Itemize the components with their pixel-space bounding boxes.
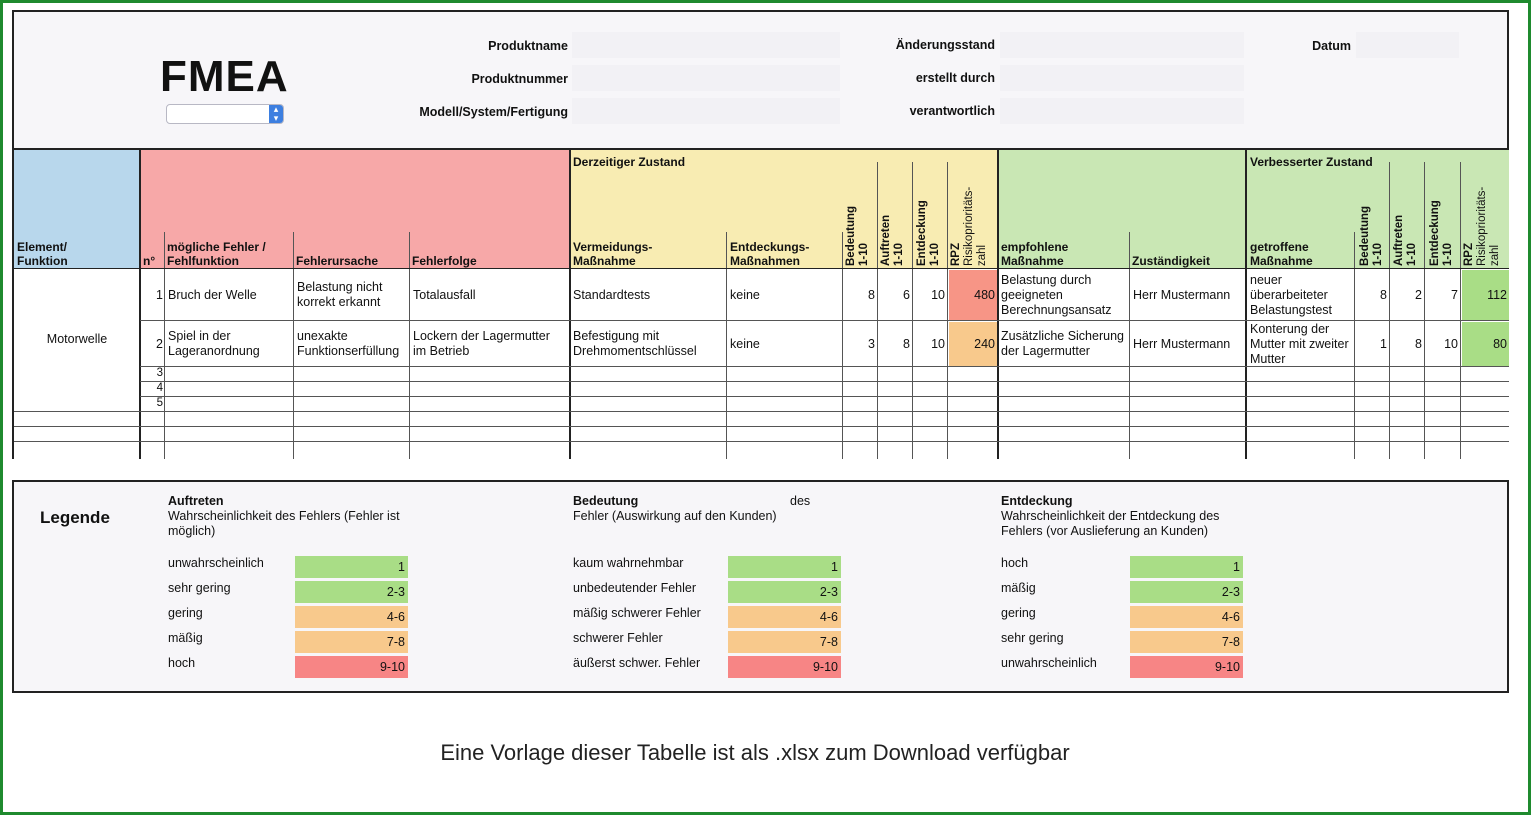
divider-element [139,148,141,459]
col-zustaendig: Zuständigkeit [1132,254,1211,268]
legend-auftreten-desc: Wahrscheinlichkeit des Fehlers (Fehler ist möglich) [168,509,400,538]
element-value: Motorwelle [46,332,108,346]
legend-entdeckung-label-2: mäßig [1001,581,1036,595]
legend-auftreten-label-1: unwahrscheinlich [168,556,264,570]
legend-bedeutung-value-3: 4-6 [728,606,841,628]
produktnummer-field[interactable] [572,65,840,91]
divider-current [569,148,571,459]
row4-n: 4 [156,382,163,394]
row2-rpz2: 80 [1493,337,1507,351]
label-modell: Modell/System/Fertigung [419,105,568,119]
row2-a2: 8 [1415,337,1422,351]
col-auftreten-2: Auftreten 1-10 [1393,214,1418,266]
modell-field[interactable] [572,98,840,124]
col-bedeutung-2: Bedeutung 1-10 [1359,205,1384,266]
legend-bedeutung-value-2: 2-3 [728,581,841,603]
row1-folge: Totalausfall [413,288,476,302]
group-improved: Verbesserter Zustand [1250,155,1373,169]
grid-col-6 [912,162,913,459]
row1-rpz: 480 [974,288,995,302]
legend-entdeckung-value-2: 2-3 [1130,581,1243,603]
col-ursache: Fehlerursache [296,254,379,268]
legend-title: Legende [40,508,110,527]
grid-col-9 [1354,232,1355,459]
legend-auftreten-label-4: mäßig [168,631,203,645]
legend-bedeutung-value-4: 7-8 [728,631,841,653]
aenderungsstand-field[interactable] [1000,32,1244,58]
row2-rpz: 240 [974,337,995,351]
legend-entdeckung-value-4: 7-8 [1130,631,1243,653]
label-datum: Datum [1312,39,1351,53]
legend-entdeckung-value-1: 1 [1130,556,1243,578]
legend-entdeckung-value-5: 9-10 [1130,656,1243,678]
grid-row-3 [140,396,1509,397]
row2-b2: 1 [1380,337,1387,351]
legend-bedeutung-label-5: äußerst schwer. Fehler [573,656,701,670]
legend-entdeckung-desc: Wahrscheinlichkeit der Entdeckung des Fehlers (vor Auslieferung an Kunden) [1001,509,1220,538]
legend-auftreten-label-3: gering [168,606,203,620]
row2-getroffen: Konterung der Mutter mit zweiter Mutter [1250,322,1349,366]
legend-auftreten-value-5: 9-10 [295,656,408,678]
legend-bedeutung-heading: Bedeutung [573,494,639,508]
row2-empfohlen: Zusätzliche Sicherung der Lagermutter [1001,329,1124,358]
row2-ursache: unexakte Funktionserfüllung [297,329,400,358]
fmea-dropdown[interactable] [166,104,284,124]
row1-entdeckung-m: keine [730,288,760,302]
col-bedeutung: Bedeutung 1-10 [845,205,870,266]
grid-row-2 [140,381,1509,382]
header-divider [14,148,1509,150]
row1-b: 8 [868,288,875,302]
label-produktnummer: Produktnummer [471,72,568,86]
legend-auftreten-label-2: sehr gering [168,581,231,595]
row1-ursache: Belastung nicht korrekt erkannt [297,280,383,309]
grid-row-full-2 [14,441,1509,442]
row1-e: 10 [931,288,945,302]
col-nr: n° [143,254,156,268]
row1-zustaendig: Herr Mustermann [1133,288,1231,302]
row1-a: 6 [903,288,910,302]
legend-panel [12,480,1509,693]
legend-bedeutung-label-4: schwerer Fehler [573,631,663,645]
legend-auftreten-value-2: 2-3 [295,581,408,603]
grid-col-8 [1129,232,1130,459]
legend-entdeckung-value-3: 4-6 [1130,606,1243,628]
col-entdeckung-massnahmen: Entdeckungs- Maßnahmen [730,240,810,268]
fmea-sheet [12,10,1509,459]
row2-folge: Lockern der Lagermutter im Betrieb [413,329,550,358]
row1-b2: 8 [1380,288,1387,302]
legend-bedeutung-value-5: 9-10 [728,656,841,678]
label-produktname: Produktname [488,39,568,53]
grid-col-7 [947,162,948,459]
row2-fehler: Spiel in der Lageranordnung [168,329,260,358]
legend-entdeckung-label-4: sehr gering [1001,631,1064,645]
divider-improved [1245,148,1247,459]
grid-col-5 [877,162,878,459]
erstellt-field[interactable] [1000,65,1244,91]
legend-bedeutung-label-1: kaum wahrnehmbar [573,556,684,570]
legend-bedeutung-value-1: 1 [728,556,841,578]
label-verantwortlich: verantwortlich [909,104,995,118]
row2-a: 8 [903,337,910,351]
produktname-field[interactable] [572,32,840,58]
verantwortlich-field[interactable] [1000,98,1244,124]
row1-empfohlen: Belastung durch geeigneten Berechnungsansatz [1001,273,1112,317]
row2-zustaendig: Herr Mustermann [1133,337,1231,351]
row3-n: 3 [156,367,163,379]
legend-entdeckung-label-5: unwahrscheinlich [1001,656,1097,670]
group-current: Derzeitiger Zustand [573,155,686,169]
legend-auftreten-value-3: 4-6 [295,606,408,628]
row2-e2: 10 [1444,337,1458,351]
legend-bedeutung-label-2: unbedeutender Fehler [573,581,697,595]
datum-field[interactable] [1356,32,1459,58]
col-element: Element/ Funktion [17,240,68,268]
row2-b: 3 [868,337,875,351]
row2-n: 2 [156,337,163,351]
col-folge: Fehlerfolge [412,254,477,268]
col-auftreten: Auftreten 1-10 [880,214,905,266]
row1-e2: 7 [1451,288,1458,302]
legend-auftreten-heading: Auftreten [168,494,224,508]
chevron-up-down-icon: ▴ ▾ [269,105,283,123]
col-entdeckung-2: Entdeckung 1-10 [1429,200,1454,266]
col-vermeidung: Vermeidungs- Maßnahme [573,240,653,268]
divider-recommend [997,148,999,459]
grid-col-1 [293,232,294,459]
grid-col-10 [1389,162,1390,459]
legend-entdeckung-label-1: hoch [1001,556,1029,570]
col-fehler: mögliche Fehler / Fehlfunktion [167,240,266,268]
grid-col-12 [1460,162,1461,459]
row2-e: 10 [931,337,945,351]
legend-entdeckung-heading: Entdeckung [1001,494,1073,508]
grid-col-2 [409,232,410,459]
legend-auftreten-label-5: hoch [168,656,196,670]
row1-fehler: Bruch der Welle [168,288,257,302]
grid-row-full-0 [14,411,1509,412]
col-rpz-2: RPZ Risikoprioritäts- zahl [1463,186,1501,266]
grid-row-head [14,268,1509,269]
row1-getroffen: neuer überarbeiteter Belastungstest [1250,273,1332,317]
row5-n: 5 [156,397,163,409]
grid-col-0 [164,232,165,459]
legend-bedeutung-suffix: des [790,494,811,508]
row2-entdeckung-m: keine [730,337,760,351]
legend-auftreten-value-4: 7-8 [295,631,408,653]
legend-auftreten-value-1: 1 [295,556,408,578]
page-title: FMEA [160,52,289,101]
label-erstellt: erstellt durch [915,71,995,85]
row1-a2: 2 [1415,288,1422,302]
grid-col-11 [1424,162,1425,459]
grid-row-0 [140,320,1509,321]
row1-n: 1 [156,288,163,302]
grid-row-full-1 [14,426,1509,427]
col-getroffen: getroffene Maßnahme [1250,240,1313,268]
col-entdeckung: Entdeckung 1-10 [916,200,941,266]
label-aenderungsstand: Änderungsstand [895,38,995,52]
grid-col-4 [842,232,843,459]
legend-entdeckung-label-3: gering [1001,606,1036,620]
grid-col-3 [726,232,727,459]
legend-bedeutung-desc: Fehler (Auswirkung auf den Kunden) [573,509,777,523]
row1-vermeidung: Standardtests [573,288,651,302]
row1-rpz2: 112 [1487,288,1507,302]
footer-note: Eine Vorlage dieser Tabelle ist als .xlsx zum Download verfügbar [440,740,1070,765]
row2-vermeidung: Befestigung mit Drehmomentschlüssel [573,329,697,358]
legend-bedeutung-label-3: mäßig schwerer Fehler [573,606,701,620]
col-empfohlen: empfohlene Maßnahme [1001,240,1069,268]
col-rpz: RPZ Risikoprioritäts- zahl [950,186,988,266]
